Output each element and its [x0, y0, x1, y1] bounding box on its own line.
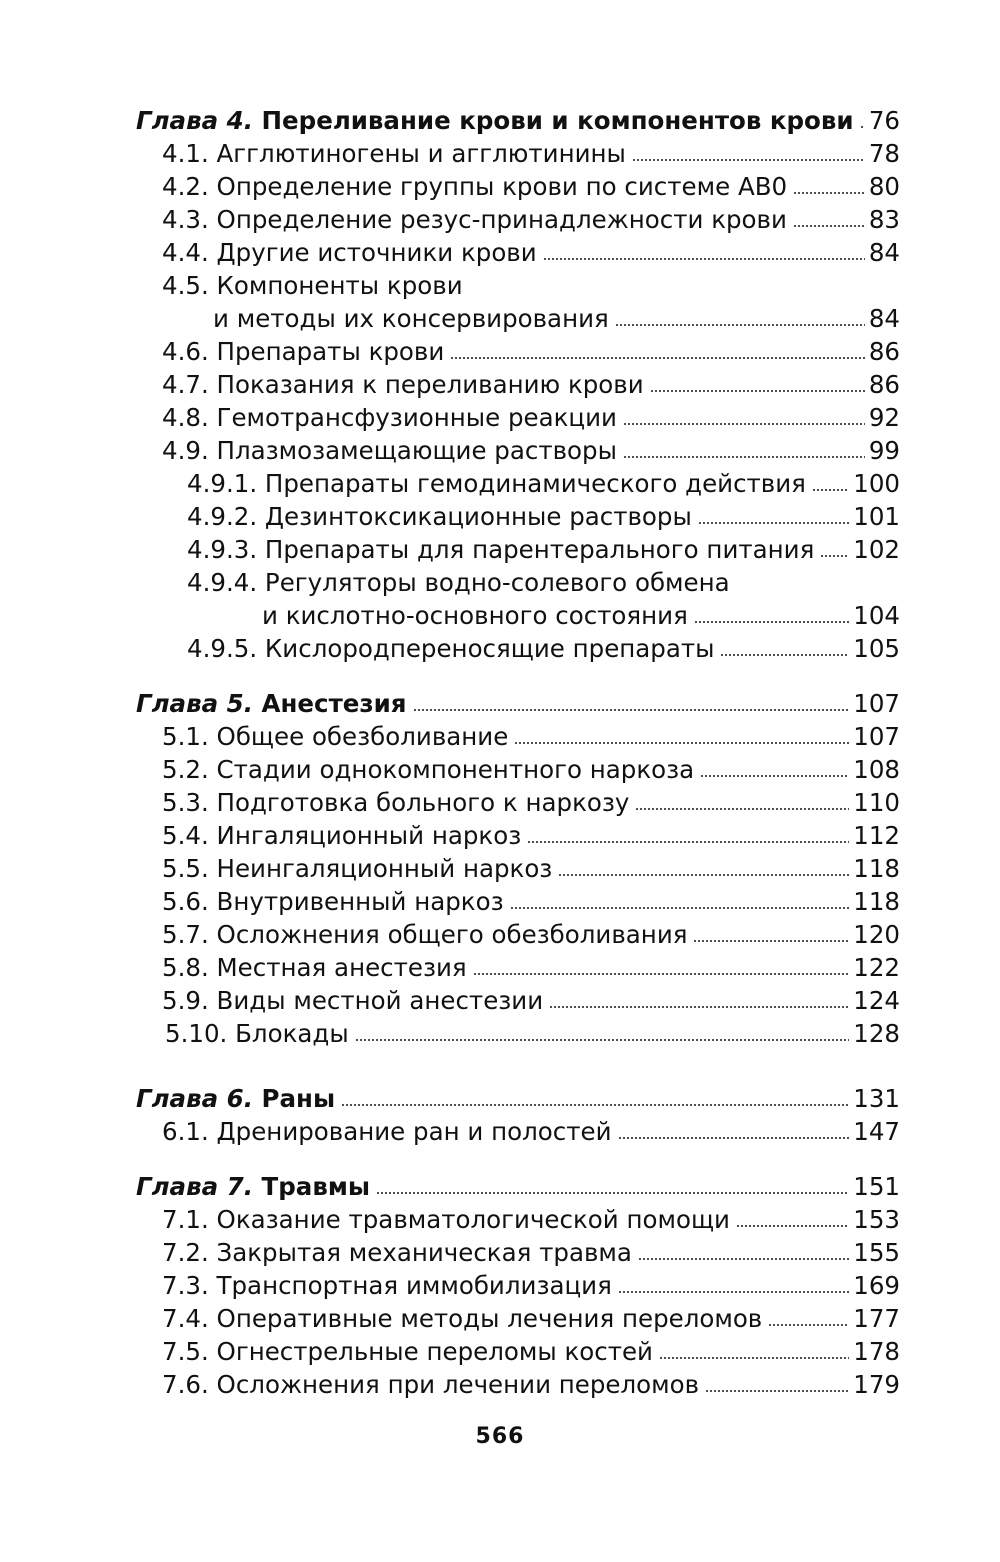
dot-leader [341, 1103, 849, 1107]
page-ref: 84 [868, 304, 900, 333]
dot-leader [376, 1191, 849, 1195]
toc-subitem-continuation[interactable] [0, 599, 1000, 632]
toc-item[interactable] [0, 368, 1000, 401]
toc-item[interactable] [0, 1302, 1000, 1335]
page-ref: 128 [853, 1019, 900, 1048]
page-ref: 177 [853, 1304, 900, 1333]
item-title: 4.7. Показания к переливанию крови [162, 370, 644, 399]
toc-item[interactable] [0, 885, 1000, 918]
page-ref: 124 [853, 986, 900, 1015]
item-title: 4.9.5. Кислородпереносящие препараты [187, 634, 715, 663]
dot-leader [698, 521, 849, 525]
toc-subitem[interactable] [0, 566, 1000, 599]
toc-item[interactable] [0, 170, 1000, 203]
item-title: 4.2. Определение группы крови по системе АВ0 [162, 172, 788, 201]
toc-subitem[interactable] [0, 467, 1000, 500]
item-title: 4.9.1. Препараты гемодинамического действия [187, 469, 806, 498]
dot-leader [623, 455, 865, 459]
item-title: 5.1. Общее обезболивание [162, 722, 509, 751]
item-title: 5.10. Блокады [165, 1019, 349, 1048]
chapter-title: Анестезия [261, 689, 407, 718]
item-title: 4.9.3. Препараты для парентерального питания [187, 535, 815, 564]
dot-leader [543, 257, 865, 261]
page-ref: 112 [853, 821, 900, 850]
toc-item[interactable] [0, 1335, 1000, 1368]
item-title: 5.2. Стадии однокомпонентного наркоза [162, 755, 695, 784]
dot-leader [514, 741, 849, 745]
toc-item[interactable] [0, 1236, 1000, 1269]
toc-item[interactable] [0, 819, 1000, 852]
item-title: 7.3. Транспортная иммобилизация [162, 1271, 612, 1300]
item-title: 5.8. Местная анестезия [162, 953, 467, 982]
toc-item[interactable] [0, 753, 1000, 786]
toc-subitem[interactable] [0, 533, 1000, 566]
item-title: 4.9.2. Дезинтоксикационные растворы [187, 502, 692, 531]
page-ref: 84 [868, 238, 900, 267]
item-title: 7.2. Закрытая механическая травма [162, 1238, 632, 1267]
item-title: 5.5. Неингаляционный наркоз [162, 854, 553, 883]
toc-chapter-7[interactable] [0, 1170, 1000, 1203]
page-ref: 100 [853, 469, 900, 498]
chapter-label: Глава 4. [136, 106, 254, 135]
toc-item[interactable] [0, 137, 1000, 170]
toc-item[interactable] [0, 786, 1000, 819]
page-ref: 78 [868, 139, 900, 168]
page-ref: 147 [853, 1117, 900, 1146]
page-ref: 153 [853, 1205, 900, 1234]
dot-leader [632, 158, 865, 162]
page-ref: 179 [853, 1370, 900, 1399]
dot-leader [615, 323, 865, 327]
page-ref: 86 [868, 337, 900, 366]
item-title: 7.6. Осложнения при лечении переломов [162, 1370, 700, 1399]
toc-chapter-4[interactable] [0, 104, 1000, 137]
toc-item-continuation[interactable] [0, 302, 1000, 335]
toc-item[interactable] [0, 1368, 1000, 1401]
dot-leader [694, 620, 849, 624]
item-title: 5.7. Осложнения общего обезболивания [162, 920, 688, 949]
toc-item[interactable] [0, 401, 1000, 434]
item-title: 5.4. Ингаляционный наркоз [162, 821, 522, 850]
page-ref: 122 [853, 953, 900, 982]
item-title: 4.3. Определение резус-принадлежности крови [162, 205, 787, 234]
page-ref: 99 [868, 436, 900, 465]
page-number: 566 [475, 1424, 525, 1449]
toc-item[interactable] [0, 852, 1000, 885]
toc-item[interactable] [0, 918, 1000, 951]
toc-subitem[interactable] [0, 500, 1000, 533]
chapter-label: Глава 5. [136, 689, 254, 718]
dot-leader [650, 389, 865, 393]
page-ref: 131 [853, 1084, 900, 1113]
item-title: 4.5. Компоненты крови [162, 271, 463, 300]
chapter-title: Травмы [261, 1172, 371, 1201]
item-title: 4.9.4. Регуляторы водно-солевого обмена [187, 568, 730, 597]
item-title: 4.4. Другие источники крови [162, 238, 537, 267]
page-ref: 105 [853, 634, 900, 663]
dot-leader [623, 422, 865, 426]
dot-leader [768, 1323, 849, 1327]
item-title: 7.4. Оперативные методы лечения переломов [162, 1304, 763, 1333]
chapter-label: Глава 7. [136, 1172, 254, 1201]
toc-item[interactable] [0, 951, 1000, 984]
page-ref: 155 [853, 1238, 900, 1267]
toc-chapter-6[interactable] [0, 1082, 1000, 1115]
item-title-continuation: и методы их консервирования [213, 304, 609, 333]
item-title: 7.5. Огнестрельные переломы костей [162, 1337, 653, 1366]
dot-leader [527, 840, 849, 844]
toc-item[interactable] [0, 1269, 1000, 1302]
item-title: 4.9. Плазмозамещающие растворы [162, 436, 617, 465]
page-ref: 151 [853, 1172, 900, 1201]
page-ref: 86 [868, 370, 900, 399]
dot-leader [693, 939, 849, 943]
chapter-spacer [0, 665, 1000, 687]
item-title: 4.8. Гемотрансфузионные реакции [162, 403, 617, 432]
page-ref: 104 [853, 601, 900, 630]
toc-item[interactable] [0, 269, 1000, 302]
item-title: 6.1. Дренирование ран и полостей [162, 1117, 612, 1146]
page-ref: 107 [853, 689, 900, 718]
page-ref: 118 [853, 854, 900, 883]
table-of-contents [0, 104, 1000, 1401]
page-ref: 178 [853, 1337, 900, 1366]
page-ref: 118 [853, 887, 900, 916]
toc-item[interactable] [0, 335, 1000, 368]
chapter-label: Глава 6. [136, 1084, 254, 1113]
item-title: 5.9. Виды местной анестезии [162, 986, 544, 1015]
dot-leader [618, 1290, 849, 1294]
dot-leader [736, 1224, 849, 1228]
toc-item[interactable] [0, 720, 1000, 753]
item-title: 7.1. Оказание травматологической помощи [162, 1205, 730, 1234]
dot-leader [618, 1136, 850, 1140]
dot-leader [705, 1389, 849, 1393]
page-ref: 101 [853, 502, 900, 531]
chapter-title: Раны [261, 1084, 336, 1113]
toc-item[interactable] [0, 434, 1000, 467]
toc-item[interactable] [0, 236, 1000, 269]
dot-leader [720, 653, 849, 657]
chapter-spacer [0, 1148, 1000, 1170]
dot-leader [638, 1257, 849, 1261]
item-title-continuation: и кислотно-основного состояния [262, 601, 688, 630]
dot-leader [793, 224, 865, 228]
dot-leader [820, 554, 849, 558]
dot-leader [793, 191, 865, 195]
page-ref: 83 [868, 205, 900, 234]
dot-leader [473, 972, 850, 976]
page-ref: 80 [868, 172, 900, 201]
item-title: 5.3. Подготовка больного к наркозу [162, 788, 630, 817]
toc-item[interactable] [0, 1115, 1000, 1148]
toc-chapter-5[interactable] [0, 687, 1000, 720]
item-title: 4.1. Агглютиногены и агглютинины [162, 139, 626, 168]
toc-item[interactable] [0, 203, 1000, 236]
dot-leader [812, 488, 849, 492]
dot-leader [659, 1356, 849, 1360]
page-ref: 92 [868, 403, 900, 432]
page-ref: 108 [853, 755, 900, 784]
page-ref: 107 [853, 722, 900, 751]
chapter-spacer [0, 1050, 1000, 1082]
dot-leader [700, 774, 849, 778]
dot-leader [860, 125, 865, 129]
dot-leader [635, 807, 849, 811]
item-title: 4.6. Препараты крови [162, 337, 445, 366]
page-ref: 169 [853, 1271, 900, 1300]
page-ref: 76 [868, 106, 900, 135]
dot-leader [549, 1005, 849, 1009]
page-ref: 120 [853, 920, 900, 949]
toc-item[interactable] [0, 1017, 1000, 1050]
toc-subitem[interactable] [0, 632, 1000, 665]
dot-leader [413, 708, 850, 712]
toc-item[interactable] [0, 1203, 1000, 1236]
toc-item[interactable] [0, 984, 1000, 1017]
page-ref: 110 [853, 788, 900, 817]
chapter-title: Переливание крови и компонентов крови [261, 106, 854, 135]
item-title: 5.6. Внутривенный наркоз [162, 887, 504, 916]
dot-leader [510, 906, 850, 910]
dot-leader [450, 356, 865, 360]
dot-leader [558, 873, 849, 877]
page-ref: 102 [853, 535, 900, 564]
dot-leader [355, 1038, 850, 1042]
